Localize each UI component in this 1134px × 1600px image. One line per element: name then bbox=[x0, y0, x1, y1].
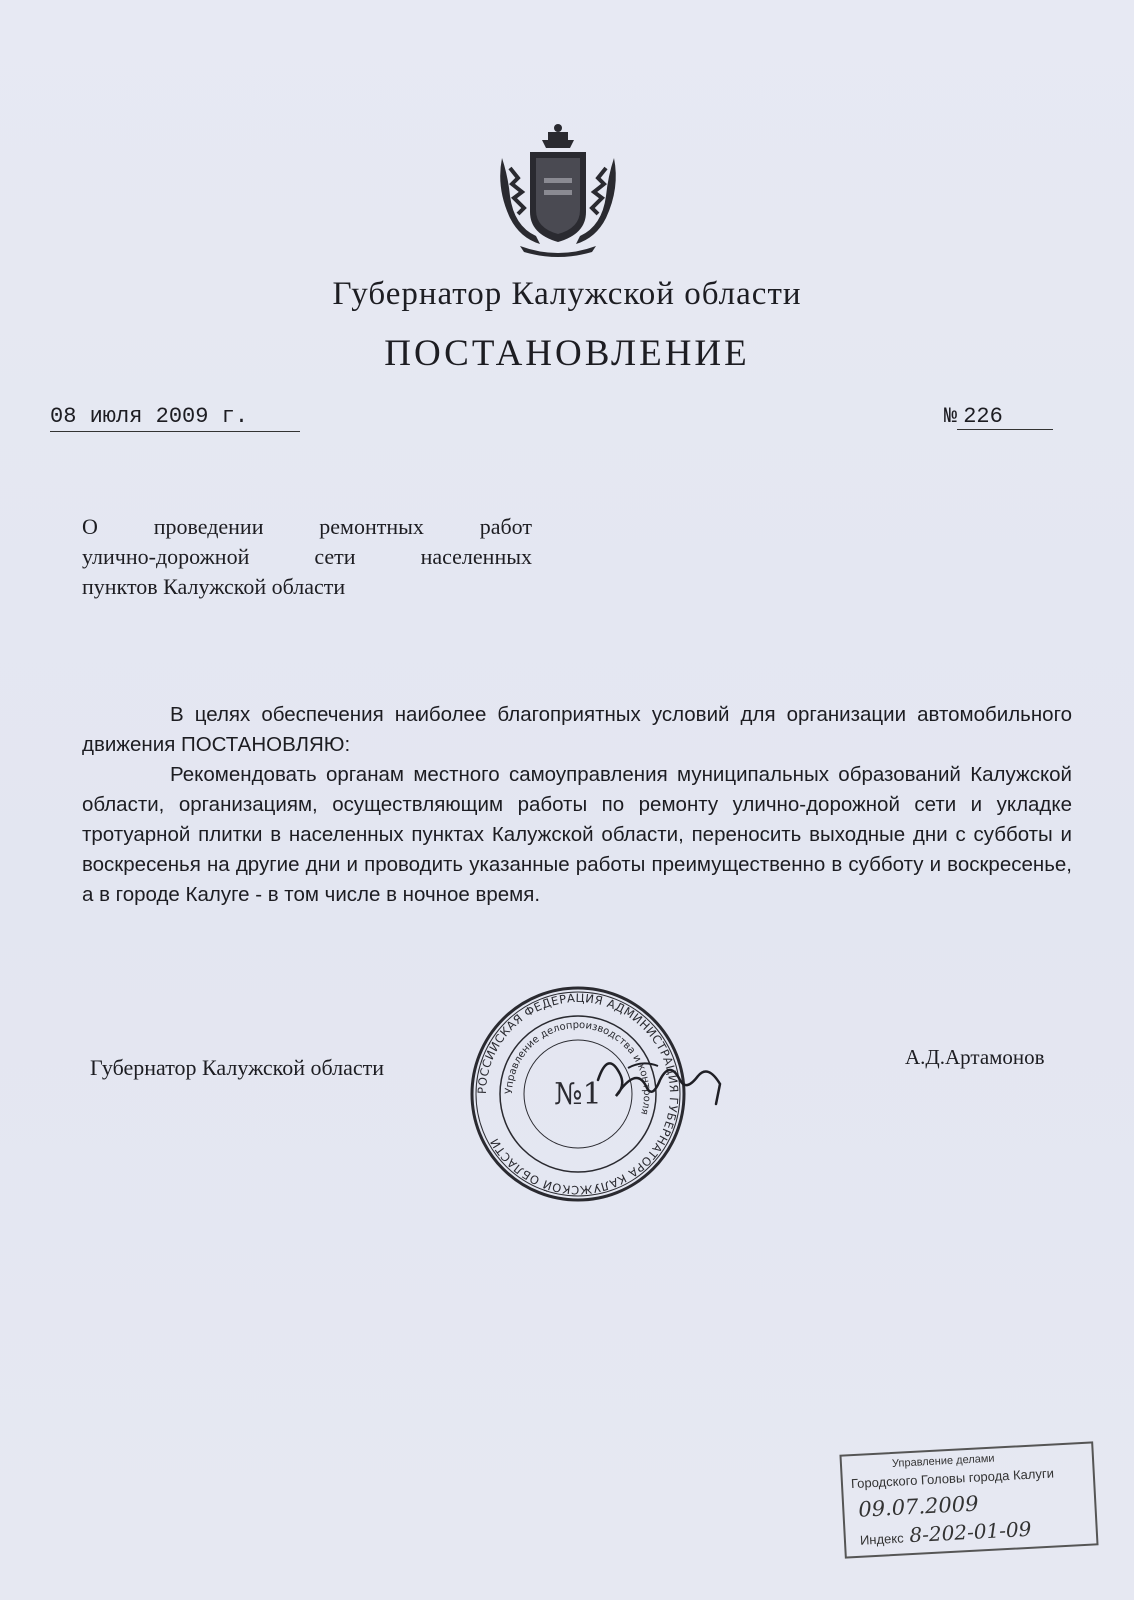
subject-line: О проведении ремонтных работ bbox=[82, 514, 532, 539]
registration-index-value: 8-202-01-09 bbox=[908, 1516, 1032, 1548]
registration-index-row bbox=[859, 1517, 1032, 1550]
subject-line: пунктов Калужской области bbox=[82, 574, 346, 599]
decree-keyword: ПОСТАНОВЛЯЮ: bbox=[181, 733, 351, 756]
registration-date: 09.07.2009 bbox=[857, 1491, 980, 1522]
document-body bbox=[82, 700, 1072, 910]
preamble-paragraph bbox=[82, 700, 1072, 760]
resolution-paragraph: Рекомендовать органам местного самоуправления муниципальных образований Калужской области, организациям, осуществляющим работы по ремонту улично-дорожной сети и укладке тротуарной плитки в населенных пунктах Калужской области, переносить выходные дни с субботы и воскресенья на другие дни и проводить указанные работы преимущественно в субботу и воскресенье, а в городе Калуге - в том числе в ночное время. bbox=[82, 763, 1072, 906]
registration-stamp-line2: Городского Головы города Калуги bbox=[850, 1465, 1055, 1492]
subject-line: улично-дорожной сети населенных bbox=[82, 544, 532, 569]
issuing-authority: Губернатор Калужской области bbox=[332, 276, 802, 312]
document-date: 08 июля 2009 г. bbox=[50, 404, 300, 432]
preamble-text: В целях обеспечения наиболее благоприятных условий для организации автомобильного движения bbox=[82, 703, 1072, 756]
registration-stamp-line1: Управление делами bbox=[891, 1452, 995, 1470]
seal-number: №1 bbox=[554, 1077, 602, 1112]
handwritten-signature bbox=[588, 1040, 738, 1120]
number-sign-label: № bbox=[944, 404, 958, 429]
document-type-title: ПОСТАНОВЛЕНИЕ bbox=[384, 333, 750, 374]
document-number-field bbox=[944, 404, 1064, 430]
signatory-name: А.Д.Артамонов bbox=[905, 1045, 1045, 1069]
signatory-title: Губернатор Калужской области bbox=[90, 1055, 385, 1080]
seal-inner-text: Управление делопроизводства и контроля bbox=[503, 1019, 653, 1116]
document-number: 226 bbox=[957, 404, 1053, 430]
seal-outer-text: РОССИЙСКАЯ ФЕДЕРАЦИЯ АДМИНИСТРАЦИЯ ГУБЕРНАТОРА КАЛУЖСКОЙ ОБЛАСТИ bbox=[474, 990, 682, 1198]
registration-stamp bbox=[839, 1441, 1098, 1558]
registration-index-label: Индекс bbox=[859, 1530, 904, 1548]
document-subject bbox=[82, 512, 532, 602]
coat-of-arms-emblem bbox=[490, 118, 626, 258]
